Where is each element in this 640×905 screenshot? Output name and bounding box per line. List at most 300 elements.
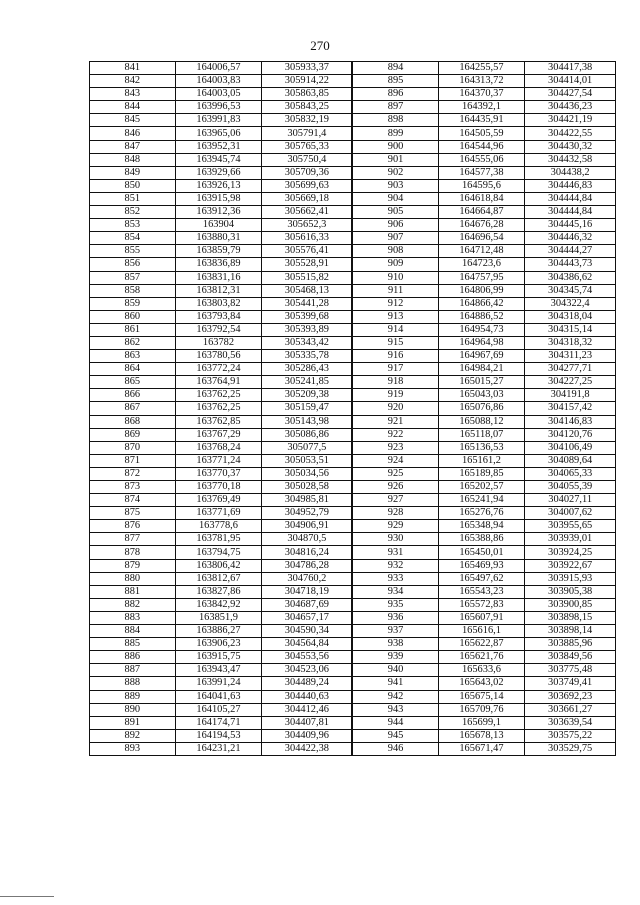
right-point-number-cell: 914 xyxy=(352,323,438,336)
left-coord-y-cell: 304422,38 xyxy=(262,742,353,755)
left-point-number-cell: 891 xyxy=(90,716,176,729)
left-coord-y-cell: 305832,19 xyxy=(262,114,353,127)
right-coord-y-cell: 304007,62 xyxy=(525,507,616,520)
right-coord-y-cell: 304445,16 xyxy=(525,219,616,232)
left-coord-y-cell: 305652,3 xyxy=(262,219,353,232)
right-coord-y-cell: 304277,71 xyxy=(525,363,616,376)
left-coord-y-cell: 305616,33 xyxy=(262,232,353,245)
table-row xyxy=(90,559,616,572)
left-point-number-cell: 860 xyxy=(90,310,176,323)
left-point-number-cell: 874 xyxy=(90,494,176,507)
right-coord-x-cell: 164984,21 xyxy=(438,363,525,376)
left-point-number-cell: 883 xyxy=(90,611,176,624)
right-coord-x-cell: 165043,03 xyxy=(438,389,525,402)
right-coord-x-cell: 164676,28 xyxy=(438,219,525,232)
right-point-number-cell: 899 xyxy=(352,127,438,140)
table-row xyxy=(90,598,616,611)
left-point-number-cell: 842 xyxy=(90,75,176,88)
left-coord-y-cell: 305086,86 xyxy=(262,428,353,441)
right-coord-x-cell: 165088,12 xyxy=(438,415,525,428)
right-coord-y-cell: 304345,74 xyxy=(525,284,616,297)
left-coord-x-cell: 163772,24 xyxy=(175,363,262,376)
right-point-number-cell: 911 xyxy=(352,284,438,297)
table-row xyxy=(90,232,616,245)
right-coord-y-cell: 304438,2 xyxy=(525,166,616,179)
table-row xyxy=(90,140,616,153)
left-coord-y-cell: 305528,91 xyxy=(262,258,353,271)
right-point-number-cell: 918 xyxy=(352,376,438,389)
right-coord-x-cell: 165643,02 xyxy=(438,677,525,690)
left-coord-x-cell: 164003,05 xyxy=(175,88,262,101)
right-coord-y-cell: 304089,64 xyxy=(525,454,616,467)
right-coord-y-cell: 304322,4 xyxy=(525,297,616,310)
left-point-number-cell: 880 xyxy=(90,572,176,585)
left-coord-y-cell: 304816,24 xyxy=(262,546,353,559)
left-coord-x-cell: 164231,21 xyxy=(175,742,262,755)
left-coord-y-cell: 305576,41 xyxy=(262,245,353,258)
left-point-number-cell: 843 xyxy=(90,88,176,101)
right-point-number-cell: 937 xyxy=(352,625,438,638)
left-coord-x-cell: 163915,98 xyxy=(175,192,262,205)
right-coord-x-cell: 165622,87 xyxy=(438,638,525,651)
coordinates-table xyxy=(89,61,616,756)
right-coord-y-cell: 304444,27 xyxy=(525,245,616,258)
left-coord-x-cell: 164003,83 xyxy=(175,75,262,88)
left-point-number-cell: 855 xyxy=(90,245,176,258)
right-point-number-cell: 913 xyxy=(352,310,438,323)
right-coord-y-cell: 303915,93 xyxy=(525,572,616,585)
table-row xyxy=(90,127,616,140)
left-coord-x-cell: 163771,24 xyxy=(175,454,262,467)
right-point-number-cell: 939 xyxy=(352,651,438,664)
left-coord-x-cell: 164194,53 xyxy=(175,729,262,742)
left-point-number-cell: 869 xyxy=(90,428,176,441)
table-row xyxy=(90,271,616,284)
right-coord-y-cell: 303955,65 xyxy=(525,520,616,533)
left-coord-x-cell: 163880,31 xyxy=(175,232,262,245)
right-point-number-cell: 909 xyxy=(352,258,438,271)
left-coord-x-cell: 163794,75 xyxy=(175,546,262,559)
right-coord-x-cell: 164435,91 xyxy=(438,114,525,127)
right-coord-y-cell: 303775,48 xyxy=(525,664,616,677)
right-coord-y-cell: 303900,85 xyxy=(525,598,616,611)
left-coord-y-cell: 305209,38 xyxy=(262,389,353,402)
left-coord-x-cell: 163842,92 xyxy=(175,598,262,611)
right-coord-x-cell: 165118,07 xyxy=(438,428,525,441)
right-point-number-cell: 902 xyxy=(352,166,438,179)
right-coord-x-cell: 164866,42 xyxy=(438,297,525,310)
left-point-number-cell: 881 xyxy=(90,585,176,598)
left-coord-x-cell: 163778,6 xyxy=(175,520,262,533)
left-coord-x-cell: 163952,31 xyxy=(175,140,262,153)
left-coord-x-cell: 163770,37 xyxy=(175,467,262,480)
left-coord-x-cell: 163780,56 xyxy=(175,350,262,363)
page-number: 270 xyxy=(310,38,330,53)
table-row xyxy=(90,481,616,494)
left-coord-x-cell: 164006,57 xyxy=(175,62,262,75)
right-coord-x-cell: 165241,94 xyxy=(438,494,525,507)
table-row xyxy=(90,350,616,363)
right-point-number-cell: 910 xyxy=(352,271,438,284)
left-coord-y-cell: 305053,51 xyxy=(262,454,353,467)
right-point-number-cell: 928 xyxy=(352,507,438,520)
right-coord-y-cell: 304446,32 xyxy=(525,232,616,245)
left-coord-x-cell: 163991,24 xyxy=(175,677,262,690)
right-point-number-cell: 929 xyxy=(352,520,438,533)
left-point-number-cell: 856 xyxy=(90,258,176,271)
right-coord-y-cell: 303905,38 xyxy=(525,585,616,598)
right-point-number-cell: 941 xyxy=(352,677,438,690)
left-coord-x-cell: 163906,23 xyxy=(175,638,262,651)
table-row xyxy=(90,664,616,677)
right-coord-y-cell: 304318,32 xyxy=(525,336,616,349)
right-coord-y-cell: 304191,8 xyxy=(525,389,616,402)
left-coord-y-cell: 305843,25 xyxy=(262,101,353,114)
right-coord-x-cell: 165015,27 xyxy=(438,376,525,389)
left-coord-y-cell: 304489,24 xyxy=(262,677,353,690)
right-point-number-cell: 933 xyxy=(352,572,438,585)
left-coord-x-cell: 164105,27 xyxy=(175,703,262,716)
right-coord-y-cell: 304055,39 xyxy=(525,481,616,494)
left-coord-y-cell: 305077,5 xyxy=(262,441,353,454)
left-coord-x-cell: 163827,86 xyxy=(175,585,262,598)
left-coord-y-cell: 305028,58 xyxy=(262,481,353,494)
right-coord-x-cell: 165678,13 xyxy=(438,729,525,742)
left-point-number-cell: 887 xyxy=(90,664,176,677)
left-coord-y-cell: 304412,46 xyxy=(262,703,353,716)
right-coord-y-cell: 303939,01 xyxy=(525,533,616,546)
left-coord-y-cell: 304870,5 xyxy=(262,533,353,546)
table-row xyxy=(90,219,616,232)
table-row xyxy=(90,494,616,507)
left-point-number-cell: 849 xyxy=(90,166,176,179)
table-row xyxy=(90,415,616,428)
right-coord-x-cell: 164544,96 xyxy=(438,140,525,153)
left-coord-x-cell: 163945,74 xyxy=(175,153,262,166)
right-point-number-cell: 945 xyxy=(352,729,438,742)
left-coord-y-cell: 305143,98 xyxy=(262,415,353,428)
left-coord-x-cell: 163769,49 xyxy=(175,494,262,507)
left-coord-y-cell: 305933,37 xyxy=(262,62,353,75)
table-row xyxy=(90,363,616,376)
right-coord-y-cell: 303922,67 xyxy=(525,559,616,572)
left-coord-y-cell: 305863,85 xyxy=(262,88,353,101)
right-point-number-cell: 921 xyxy=(352,415,438,428)
left-coord-y-cell: 305286,43 xyxy=(262,363,353,376)
right-point-number-cell: 936 xyxy=(352,611,438,624)
right-coord-y-cell: 304318,04 xyxy=(525,310,616,323)
table-row xyxy=(90,677,616,690)
left-point-number-cell: 847 xyxy=(90,140,176,153)
right-point-number-cell: 904 xyxy=(352,192,438,205)
right-coord-x-cell: 164255,57 xyxy=(438,62,525,75)
table-row xyxy=(90,546,616,559)
right-coord-y-cell: 304421,19 xyxy=(525,114,616,127)
left-point-number-cell: 888 xyxy=(90,677,176,690)
coordinates-table-body xyxy=(90,62,616,756)
right-coord-y-cell: 303885,96 xyxy=(525,638,616,651)
table-row xyxy=(90,520,616,533)
table-row xyxy=(90,258,616,271)
left-coord-x-cell: 163806,42 xyxy=(175,559,262,572)
right-point-number-cell: 894 xyxy=(352,62,438,75)
right-coord-y-cell: 304432,58 xyxy=(525,153,616,166)
right-coord-y-cell: 304417,38 xyxy=(525,62,616,75)
left-coord-y-cell: 304657,17 xyxy=(262,611,353,624)
table-row xyxy=(90,192,616,205)
right-coord-y-cell: 303924,25 xyxy=(525,546,616,559)
left-coord-y-cell: 305709,36 xyxy=(262,166,353,179)
table-row xyxy=(90,625,616,638)
right-coord-x-cell: 164555,06 xyxy=(438,153,525,166)
right-coord-x-cell: 165202,57 xyxy=(438,481,525,494)
left-point-number-cell: 852 xyxy=(90,206,176,219)
footnote-rule xyxy=(0,896,54,897)
right-coord-x-cell: 164964,98 xyxy=(438,336,525,349)
right-coord-y-cell: 304427,54 xyxy=(525,88,616,101)
left-coord-y-cell: 305399,68 xyxy=(262,310,353,323)
right-point-number-cell: 916 xyxy=(352,350,438,363)
right-point-number-cell: 931 xyxy=(352,546,438,559)
left-point-number-cell: 846 xyxy=(90,127,176,140)
table-row xyxy=(90,716,616,729)
right-coord-y-cell: 304146,83 xyxy=(525,415,616,428)
right-coord-x-cell: 165497,62 xyxy=(438,572,525,585)
right-coord-x-cell: 165621,76 xyxy=(438,651,525,664)
left-coord-y-cell: 304523,06 xyxy=(262,664,353,677)
table-row xyxy=(90,585,616,598)
right-point-number-cell: 905 xyxy=(352,206,438,219)
left-point-number-cell: 845 xyxy=(90,114,176,127)
table-row xyxy=(90,703,616,716)
right-point-number-cell: 930 xyxy=(352,533,438,546)
left-point-number-cell: 885 xyxy=(90,638,176,651)
left-coord-x-cell: 163768,24 xyxy=(175,441,262,454)
left-coord-x-cell: 163781,95 xyxy=(175,533,262,546)
table-row xyxy=(90,376,616,389)
table-row xyxy=(90,729,616,742)
right-point-number-cell: 934 xyxy=(352,585,438,598)
right-coord-y-cell: 303898,14 xyxy=(525,625,616,638)
left-coord-x-cell: 164041,63 xyxy=(175,690,262,703)
right-coord-x-cell: 164723,6 xyxy=(438,258,525,271)
right-coord-x-cell: 165543,23 xyxy=(438,585,525,598)
left-point-number-cell: 878 xyxy=(90,546,176,559)
left-coord-y-cell: 304407,81 xyxy=(262,716,353,729)
table-row xyxy=(90,101,616,114)
left-point-number-cell: 850 xyxy=(90,179,176,192)
left-coord-y-cell: 305335,78 xyxy=(262,350,353,363)
left-coord-y-cell: 305159,47 xyxy=(262,402,353,415)
left-point-number-cell: 868 xyxy=(90,415,176,428)
left-point-number-cell: 865 xyxy=(90,376,176,389)
right-coord-y-cell: 303529,75 xyxy=(525,742,616,755)
right-coord-x-cell: 165076,86 xyxy=(438,402,525,415)
table-row xyxy=(90,533,616,546)
left-point-number-cell: 886 xyxy=(90,651,176,664)
left-point-number-cell: 875 xyxy=(90,507,176,520)
left-point-number-cell: 884 xyxy=(90,625,176,638)
right-point-number-cell: 903 xyxy=(352,179,438,192)
right-point-number-cell: 898 xyxy=(352,114,438,127)
right-coord-y-cell: 304120,76 xyxy=(525,428,616,441)
table-row xyxy=(90,179,616,192)
left-coord-x-cell: 163965,06 xyxy=(175,127,262,140)
right-coord-x-cell: 164954,73 xyxy=(438,323,525,336)
left-coord-y-cell: 305662,41 xyxy=(262,206,353,219)
left-point-number-cell: 853 xyxy=(90,219,176,232)
left-coord-x-cell: 163762,25 xyxy=(175,402,262,415)
table-row xyxy=(90,507,616,520)
left-coord-y-cell: 305343,42 xyxy=(262,336,353,349)
right-coord-y-cell: 303749,41 xyxy=(525,677,616,690)
right-coord-y-cell: 304065,33 xyxy=(525,467,616,480)
left-coord-x-cell: 163851,9 xyxy=(175,611,262,624)
right-point-number-cell: 938 xyxy=(352,638,438,651)
left-coord-x-cell: 163812,31 xyxy=(175,284,262,297)
left-coord-x-cell: 163764,91 xyxy=(175,376,262,389)
right-coord-y-cell: 304444,84 xyxy=(525,206,616,219)
right-point-number-cell: 897 xyxy=(352,101,438,114)
left-coord-y-cell: 305034,56 xyxy=(262,467,353,480)
right-point-number-cell: 912 xyxy=(352,297,438,310)
right-coord-x-cell: 165161,2 xyxy=(438,454,525,467)
right-coord-x-cell: 165388,86 xyxy=(438,533,525,546)
right-point-number-cell: 901 xyxy=(352,153,438,166)
left-point-number-cell: 854 xyxy=(90,232,176,245)
right-coord-y-cell: 304227,25 xyxy=(525,376,616,389)
right-coord-y-cell: 303692,23 xyxy=(525,690,616,703)
right-point-number-cell: 900 xyxy=(352,140,438,153)
right-coord-x-cell: 164664,87 xyxy=(438,206,525,219)
left-point-number-cell: 859 xyxy=(90,297,176,310)
left-coord-y-cell: 305441,28 xyxy=(262,297,353,310)
right-coord-x-cell: 165633,6 xyxy=(438,664,525,677)
table-row xyxy=(90,441,616,454)
right-coord-x-cell: 165348,94 xyxy=(438,520,525,533)
left-coord-y-cell: 305699,63 xyxy=(262,179,353,192)
right-point-number-cell: 927 xyxy=(352,494,438,507)
left-coord-y-cell: 304985,81 xyxy=(262,494,353,507)
left-coord-y-cell: 304590,34 xyxy=(262,625,353,638)
left-point-number-cell: 890 xyxy=(90,703,176,716)
left-coord-x-cell: 163793,84 xyxy=(175,310,262,323)
table-row xyxy=(90,310,616,323)
right-coord-x-cell: 164712,48 xyxy=(438,245,525,258)
right-coord-x-cell: 164806,99 xyxy=(438,284,525,297)
left-point-number-cell: 889 xyxy=(90,690,176,703)
table-row xyxy=(90,284,616,297)
right-coord-y-cell: 303575,22 xyxy=(525,729,616,742)
right-coord-x-cell: 165671,47 xyxy=(438,742,525,755)
table-row xyxy=(90,297,616,310)
left-point-number-cell: 863 xyxy=(90,350,176,363)
right-coord-y-cell: 304386,62 xyxy=(525,271,616,284)
right-point-number-cell: 935 xyxy=(352,598,438,611)
table-row xyxy=(90,454,616,467)
left-coord-y-cell: 304760,2 xyxy=(262,572,353,585)
right-point-number-cell: 926 xyxy=(352,481,438,494)
left-coord-y-cell: 304409,96 xyxy=(262,729,353,742)
table-row xyxy=(90,336,616,349)
table-row xyxy=(90,572,616,585)
table-row xyxy=(90,389,616,402)
right-coord-x-cell: 164313,72 xyxy=(438,75,525,88)
table-row xyxy=(90,114,616,127)
right-coord-x-cell: 165189,85 xyxy=(438,467,525,480)
left-point-number-cell: 848 xyxy=(90,153,176,166)
right-coord-y-cell: 304414,01 xyxy=(525,75,616,88)
right-point-number-cell: 907 xyxy=(352,232,438,245)
left-coord-x-cell: 163915,75 xyxy=(175,651,262,664)
left-coord-y-cell: 305765,33 xyxy=(262,140,353,153)
table-row xyxy=(90,651,616,664)
table-row xyxy=(90,166,616,179)
table-row xyxy=(90,245,616,258)
table-row xyxy=(90,323,616,336)
left-coord-x-cell: 163770,18 xyxy=(175,481,262,494)
right-coord-x-cell: 164757,95 xyxy=(438,271,525,284)
right-coord-y-cell: 304444,84 xyxy=(525,192,616,205)
left-coord-x-cell: 163812,67 xyxy=(175,572,262,585)
right-coord-y-cell: 304315,14 xyxy=(525,323,616,336)
right-point-number-cell: 943 xyxy=(352,703,438,716)
left-coord-y-cell: 305468,13 xyxy=(262,284,353,297)
right-coord-x-cell: 164618,84 xyxy=(438,192,525,205)
left-point-number-cell: 873 xyxy=(90,481,176,494)
right-coord-x-cell: 164696,54 xyxy=(438,232,525,245)
left-point-number-cell: 841 xyxy=(90,62,176,75)
table-row xyxy=(90,402,616,415)
left-coord-x-cell: 163771,69 xyxy=(175,507,262,520)
left-point-number-cell: 870 xyxy=(90,441,176,454)
right-coord-y-cell: 303661,27 xyxy=(525,703,616,716)
right-coord-x-cell: 165572,83 xyxy=(438,598,525,611)
left-coord-x-cell: 163912,36 xyxy=(175,206,262,219)
table-row xyxy=(90,742,616,755)
right-point-number-cell: 942 xyxy=(352,690,438,703)
left-point-number-cell: 892 xyxy=(90,729,176,742)
left-coord-y-cell: 305393,89 xyxy=(262,323,353,336)
right-coord-x-cell: 164967,69 xyxy=(438,350,525,363)
left-coord-y-cell: 304906,91 xyxy=(262,520,353,533)
left-point-number-cell: 877 xyxy=(90,533,176,546)
left-coord-x-cell: 163762,25 xyxy=(175,389,262,402)
right-coord-x-cell: 165607,91 xyxy=(438,611,525,624)
right-point-number-cell: 940 xyxy=(352,664,438,677)
left-coord-y-cell: 304687,69 xyxy=(262,598,353,611)
right-coord-y-cell: 304157,42 xyxy=(525,402,616,415)
table-row xyxy=(90,153,616,166)
left-point-number-cell: 866 xyxy=(90,389,176,402)
right-coord-x-cell: 164505,59 xyxy=(438,127,525,140)
right-coord-x-cell: 165709,76 xyxy=(438,703,525,716)
left-point-number-cell: 879 xyxy=(90,559,176,572)
right-coord-x-cell: 165699,1 xyxy=(438,716,525,729)
right-coord-y-cell: 304106,49 xyxy=(525,441,616,454)
left-coord-x-cell: 163859,79 xyxy=(175,245,262,258)
left-coord-x-cell: 163782 xyxy=(175,336,262,349)
table-row xyxy=(90,75,616,88)
left-point-number-cell: 876 xyxy=(90,520,176,533)
right-coord-y-cell: 304443,73 xyxy=(525,258,616,271)
left-coord-x-cell: 163991,83 xyxy=(175,114,262,127)
right-coord-y-cell: 304422,55 xyxy=(525,127,616,140)
right-point-number-cell: 924 xyxy=(352,454,438,467)
right-point-number-cell: 946 xyxy=(352,742,438,755)
left-point-number-cell: 844 xyxy=(90,101,176,114)
left-coord-x-cell: 163803,82 xyxy=(175,297,262,310)
